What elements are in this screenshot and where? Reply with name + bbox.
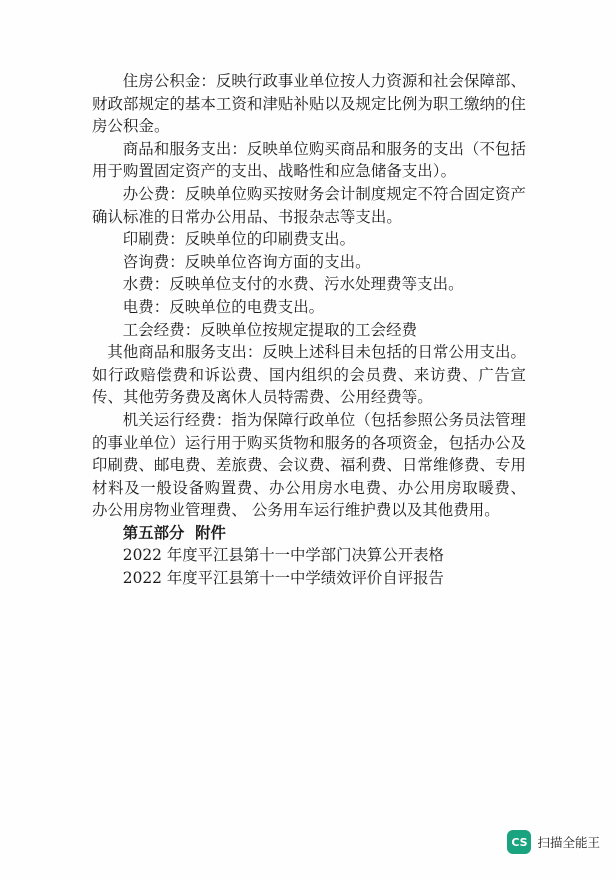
scanner-watermark xyxy=(507,830,600,854)
paragraph-union-fund: 工会经费：反映单位按规定提取的工会经费 xyxy=(122,320,418,339)
paragraph-goods-services: 商品和服务支出：反映单位购买商品和服务的支出（不包括用于购置固定资产的支出、战略性和应急储备支出）。 xyxy=(92,139,526,181)
paragraph-electricity-fee: 电费：反映单位的电费支出。 xyxy=(122,297,325,316)
section-heading: 第五部分 附件 xyxy=(122,523,226,542)
camscanner-logo-icon: CS xyxy=(507,830,531,854)
watermark-text: 扫描全能王 xyxy=(537,835,600,850)
paragraph-housing-fund: 住房公积金：反映行政事业单位按人力资源和社会保障部、财政部规定的基本工资和津贴补贴以及规定比例为职工缴纳的住房公积金。 xyxy=(92,72,526,136)
paragraph-office-expense: 办公费：反映单位购买按财务会计制度规定不符合固定资产确认标准的日常办公用品、书报杂志等支出。 xyxy=(92,184,526,226)
attachment-item: 2022 年度平江县第十一中学绩效评价自评报告 xyxy=(122,569,444,588)
paragraph-printing-fee: 印刷费：反映单位的印刷费支出。 xyxy=(122,230,356,249)
paragraph-operating-expense: 机关运行经费：指为保障行政单位（包括参照公务员法管理的事业单位）运行用于购买货物和服务的各项资金，包括办公及印刷费、邮电费、差旅费、会议费、福利费、日常维修费、专用材料及一般设备购置费、办公用房水电费、办公用房取暖费、 办公用房物业管理费、 公务用车运行维护费以及其他费用。 xyxy=(92,410,526,520)
attachment-item: 2022 年度平江县第十一中学部门决算公开表格 xyxy=(122,546,444,565)
document-page xyxy=(92,70,526,590)
paragraph-consulting-fee: 咨询费：反映单位咨询方面的支出。 xyxy=(122,252,371,271)
paragraph-water-fee: 水费：反映单位支付的水费、污水处理费等支出。 xyxy=(122,275,464,294)
paragraph-other-goods-services: 其他商品和服务支出：反映上述科目未包括的日常公用支出。如行政赔偿费和诉讼费、国内组织的会员费、来访费、广告宣传、其他劳务费及离休人员特需费、公用经费等。 xyxy=(92,343,526,407)
